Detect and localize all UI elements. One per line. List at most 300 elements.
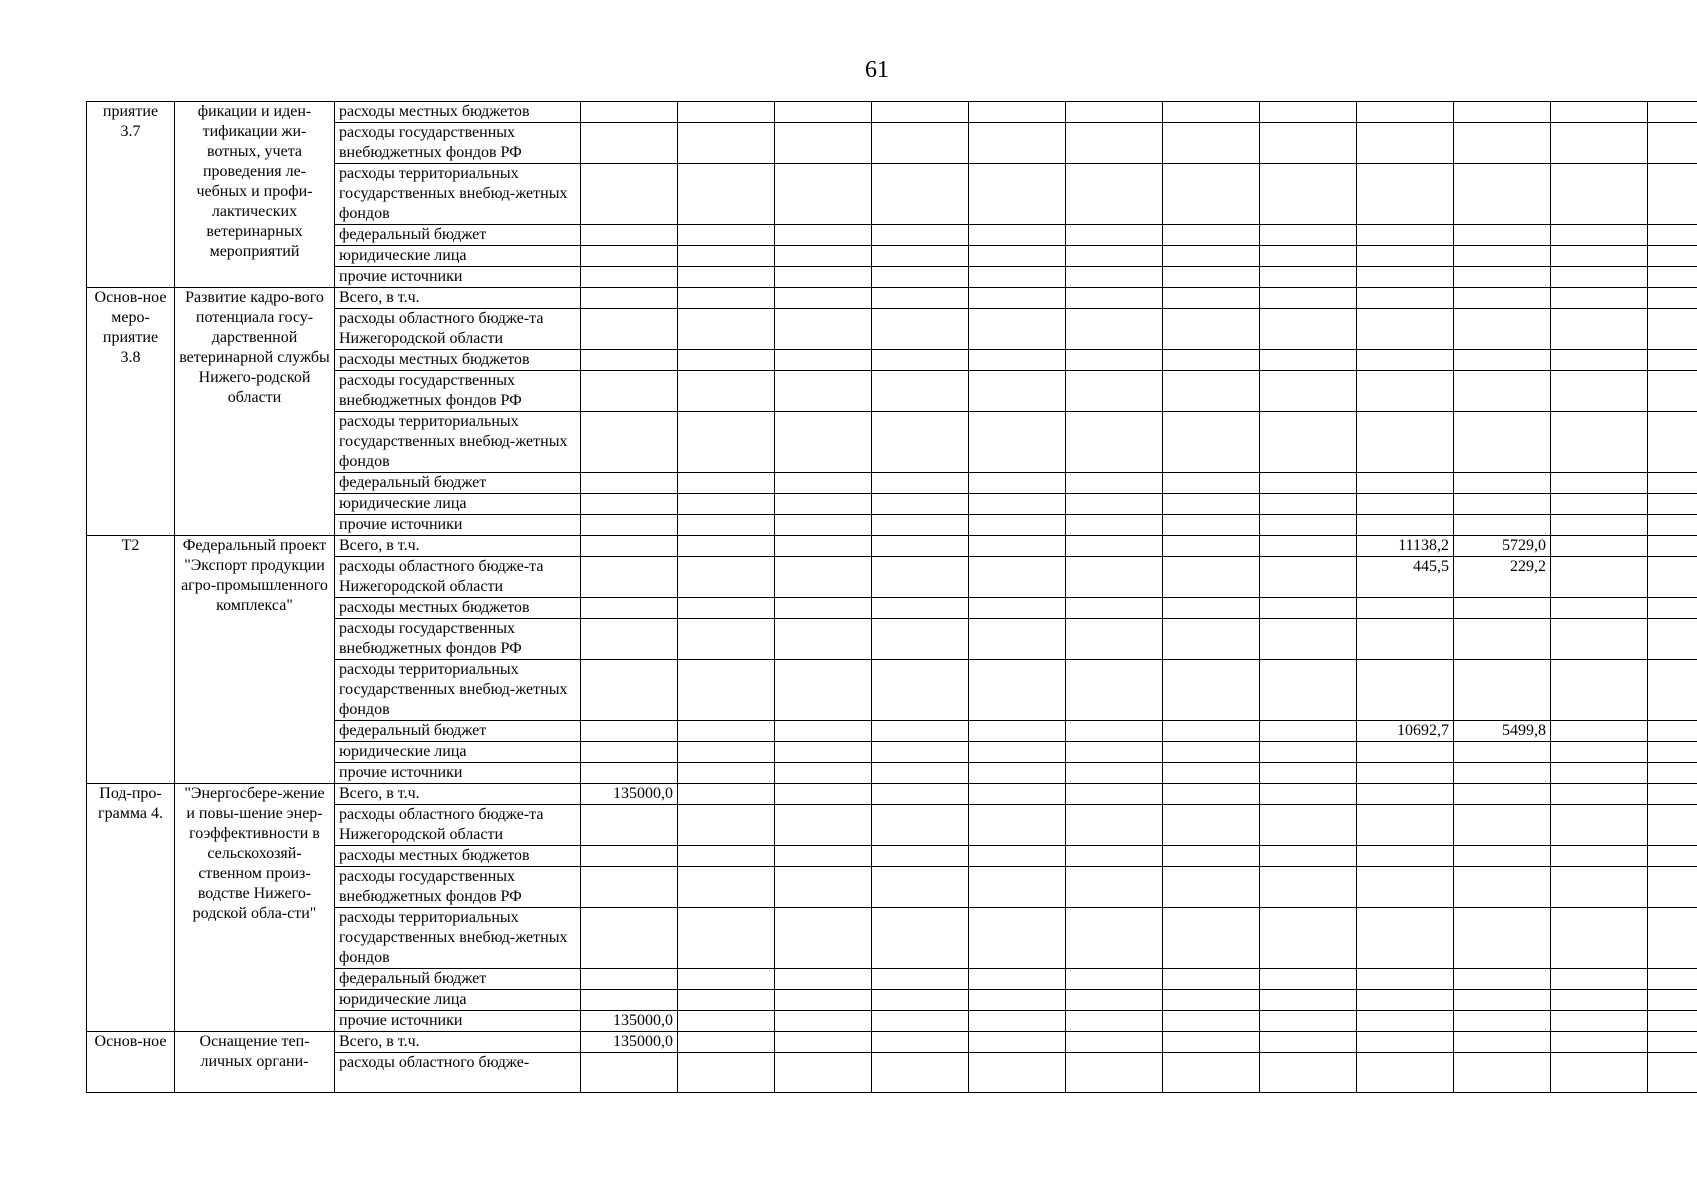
value-cell bbox=[1260, 309, 1357, 350]
value-cell bbox=[581, 473, 678, 494]
value-cell bbox=[1066, 123, 1163, 164]
value-cell bbox=[872, 742, 969, 763]
value-cell bbox=[775, 908, 872, 969]
value-cell bbox=[872, 1011, 969, 1032]
funding-source: расходы областного бюдже-та Нижегородской области bbox=[335, 309, 581, 350]
value-cell bbox=[1357, 309, 1454, 350]
table-row bbox=[87, 536, 1697, 557]
value-cell bbox=[775, 225, 872, 246]
value-cell bbox=[775, 763, 872, 784]
value-cell bbox=[1357, 267, 1454, 288]
value-cell bbox=[872, 721, 969, 742]
value-cell bbox=[872, 619, 969, 660]
value-cell bbox=[1260, 102, 1357, 123]
value-cell bbox=[1551, 557, 1648, 598]
table-row bbox=[87, 288, 1697, 309]
value-cell bbox=[678, 515, 775, 536]
program-code: Основ-ное меро-приятие 3.8 bbox=[87, 288, 175, 536]
value-cell bbox=[1163, 969, 1260, 990]
value-cell: 135000,0 bbox=[581, 1032, 678, 1053]
value-cell bbox=[969, 123, 1066, 164]
value-cell bbox=[1454, 1011, 1551, 1032]
value-cell bbox=[872, 908, 969, 969]
funding-source: федеральный бюджет bbox=[335, 721, 581, 742]
value-cell bbox=[1454, 515, 1551, 536]
value-cell bbox=[1163, 412, 1260, 473]
funding-source: расходы государственных внебюджетных фондов РФ bbox=[335, 123, 581, 164]
value-cell bbox=[678, 742, 775, 763]
value-cell bbox=[1163, 1011, 1260, 1032]
value-cell bbox=[775, 412, 872, 473]
funding-source: расходы государственных внебюджетных фондов РФ bbox=[335, 867, 581, 908]
value-cell bbox=[678, 102, 775, 123]
funding-source: расходы государственных внебюджетных фондов РФ bbox=[335, 371, 581, 412]
value-cell bbox=[1551, 763, 1648, 784]
value-cell bbox=[1357, 1032, 1454, 1053]
value-cell bbox=[1551, 619, 1648, 660]
value-cell bbox=[1163, 742, 1260, 763]
value-cell bbox=[1066, 246, 1163, 267]
funding-source: юридические лица bbox=[335, 494, 581, 515]
value-cell bbox=[581, 619, 678, 660]
value-cell bbox=[678, 164, 775, 225]
value-cell bbox=[1648, 990, 1697, 1011]
funding-source: юридические лица bbox=[335, 742, 581, 763]
program-name: Федеральный проект "Экспорт продукции агро-промышленного комплекса" bbox=[175, 536, 335, 784]
value-cell bbox=[969, 102, 1066, 123]
value-cell bbox=[1163, 1053, 1260, 1093]
value-cell bbox=[1454, 267, 1551, 288]
value-cell bbox=[1163, 763, 1260, 784]
value-cell bbox=[1454, 846, 1551, 867]
value-cell bbox=[1357, 619, 1454, 660]
program-name: фикации и иден-тификации жи-вотных, учета проведения ле-чебных и профи-лактических ветеринарных мероприятий bbox=[175, 102, 335, 288]
value-cell bbox=[775, 309, 872, 350]
value-cell bbox=[775, 619, 872, 660]
value-cell bbox=[1551, 784, 1648, 805]
value-cell bbox=[872, 557, 969, 598]
value-cell bbox=[1648, 1032, 1697, 1053]
value-cell bbox=[1260, 536, 1357, 557]
value-cell bbox=[1551, 473, 1648, 494]
value-cell bbox=[581, 102, 678, 123]
value-cell bbox=[872, 164, 969, 225]
value-cell bbox=[872, 805, 969, 846]
value-cell bbox=[1357, 164, 1454, 225]
value-cell bbox=[1648, 473, 1697, 494]
funding-source: расходы местных бюджетов bbox=[335, 102, 581, 123]
value-cell bbox=[775, 473, 872, 494]
value-cell bbox=[1454, 371, 1551, 412]
value-cell bbox=[678, 267, 775, 288]
value-cell bbox=[1648, 288, 1697, 309]
value-cell bbox=[1163, 473, 1260, 494]
value-cell bbox=[1551, 969, 1648, 990]
value-cell bbox=[1260, 721, 1357, 742]
value-cell bbox=[1163, 557, 1260, 598]
value-cell bbox=[678, 1011, 775, 1032]
value-cell bbox=[1357, 494, 1454, 515]
value-cell bbox=[1551, 164, 1648, 225]
value-cell bbox=[1648, 619, 1697, 660]
value-cell bbox=[1648, 515, 1697, 536]
value-cell bbox=[1163, 288, 1260, 309]
value-cell bbox=[1357, 473, 1454, 494]
funding-source: Всего, в т.ч. bbox=[335, 784, 581, 805]
value-cell bbox=[1260, 246, 1357, 267]
value-cell bbox=[1648, 763, 1697, 784]
value-cell bbox=[872, 123, 969, 164]
value-cell bbox=[581, 164, 678, 225]
value-cell bbox=[1551, 102, 1648, 123]
funding-source: прочие источники bbox=[335, 763, 581, 784]
value-cell bbox=[969, 557, 1066, 598]
value-cell bbox=[1066, 990, 1163, 1011]
value-cell bbox=[1454, 990, 1551, 1011]
value-cell bbox=[1648, 123, 1697, 164]
value-cell bbox=[1066, 598, 1163, 619]
value-cell bbox=[1260, 990, 1357, 1011]
funding-source: расходы территориальных государственных внебюд-жетных фондов bbox=[335, 164, 581, 225]
value-cell bbox=[872, 598, 969, 619]
value-cell bbox=[775, 164, 872, 225]
program-code: Т2 bbox=[87, 536, 175, 784]
value-cell bbox=[1551, 1011, 1648, 1032]
value-cell bbox=[1163, 536, 1260, 557]
value-cell bbox=[1454, 309, 1551, 350]
value-cell bbox=[775, 536, 872, 557]
funding-source: Всего, в т.ч. bbox=[335, 536, 581, 557]
value-cell bbox=[775, 246, 872, 267]
value-cell bbox=[678, 721, 775, 742]
value-cell bbox=[969, 473, 1066, 494]
value-cell bbox=[872, 473, 969, 494]
funding-source: расходы местных бюджетов bbox=[335, 846, 581, 867]
value-cell bbox=[969, 660, 1066, 721]
value-cell bbox=[1260, 1011, 1357, 1032]
value-cell bbox=[969, 1011, 1066, 1032]
value-cell bbox=[678, 123, 775, 164]
funding-source: расходы государственных внебюджетных фондов РФ bbox=[335, 619, 581, 660]
value-cell bbox=[969, 598, 1066, 619]
value-cell bbox=[1648, 494, 1697, 515]
value-cell bbox=[775, 557, 872, 598]
value-cell bbox=[1454, 763, 1551, 784]
value-cell bbox=[1551, 990, 1648, 1011]
value-cell bbox=[581, 805, 678, 846]
value-cell bbox=[1066, 619, 1163, 660]
value-cell bbox=[775, 598, 872, 619]
value-cell bbox=[581, 515, 678, 536]
value-cell bbox=[678, 660, 775, 721]
value-cell bbox=[581, 1053, 678, 1093]
value-cell bbox=[1066, 536, 1163, 557]
value-cell bbox=[872, 867, 969, 908]
value-cell bbox=[1066, 969, 1163, 990]
value-cell bbox=[1357, 598, 1454, 619]
value-cell bbox=[1163, 309, 1260, 350]
value-cell bbox=[1357, 969, 1454, 990]
value-cell bbox=[1454, 225, 1551, 246]
value-cell bbox=[1551, 721, 1648, 742]
value-cell bbox=[1648, 908, 1697, 969]
value-cell bbox=[872, 969, 969, 990]
value-cell bbox=[969, 494, 1066, 515]
value-cell bbox=[1066, 805, 1163, 846]
value-cell bbox=[1454, 412, 1551, 473]
value-cell bbox=[775, 371, 872, 412]
value-cell bbox=[1454, 742, 1551, 763]
value-cell bbox=[1454, 1032, 1551, 1053]
value-cell bbox=[969, 350, 1066, 371]
value-cell bbox=[775, 784, 872, 805]
value-cell bbox=[1648, 1053, 1697, 1093]
value-cell bbox=[872, 846, 969, 867]
value-cell bbox=[1648, 784, 1697, 805]
value-cell bbox=[872, 990, 969, 1011]
value-cell bbox=[872, 350, 969, 371]
value-cell bbox=[1648, 350, 1697, 371]
value-cell bbox=[775, 1011, 872, 1032]
value-cell bbox=[1163, 846, 1260, 867]
value-cell bbox=[1454, 494, 1551, 515]
value-cell bbox=[678, 598, 775, 619]
value-cell bbox=[581, 990, 678, 1011]
funding-source: расходы территориальных государственных внебюд-жетных фондов bbox=[335, 412, 581, 473]
value-cell bbox=[1260, 784, 1357, 805]
value-cell bbox=[1066, 1011, 1163, 1032]
value-cell bbox=[1260, 742, 1357, 763]
value-cell bbox=[775, 990, 872, 1011]
value-cell bbox=[969, 908, 1066, 969]
value-cell bbox=[1357, 288, 1454, 309]
value-cell bbox=[1454, 598, 1551, 619]
value-cell bbox=[678, 805, 775, 846]
value-cell bbox=[1066, 225, 1163, 246]
value-cell bbox=[581, 721, 678, 742]
funding-source: федеральный бюджет bbox=[335, 473, 581, 494]
value-cell bbox=[1066, 267, 1163, 288]
value-cell bbox=[969, 412, 1066, 473]
value-cell bbox=[1260, 350, 1357, 371]
value-cell bbox=[581, 412, 678, 473]
value-cell bbox=[1357, 784, 1454, 805]
value-cell bbox=[1260, 805, 1357, 846]
value-cell bbox=[1260, 846, 1357, 867]
value-cell bbox=[1357, 846, 1454, 867]
value-cell: 5729,0 bbox=[1454, 536, 1551, 557]
value-cell bbox=[969, 267, 1066, 288]
value-cell bbox=[775, 494, 872, 515]
value-cell bbox=[1551, 515, 1648, 536]
value-cell bbox=[969, 619, 1066, 660]
table-row bbox=[87, 1032, 1697, 1053]
value-cell bbox=[1163, 102, 1260, 123]
value-cell bbox=[1551, 805, 1648, 846]
value-cell bbox=[1648, 721, 1697, 742]
value-cell bbox=[1260, 1053, 1357, 1093]
value-cell bbox=[1260, 412, 1357, 473]
value-cell bbox=[1648, 267, 1697, 288]
value-cell bbox=[1260, 515, 1357, 536]
value-cell bbox=[775, 350, 872, 371]
value-cell bbox=[1260, 867, 1357, 908]
value-cell bbox=[678, 536, 775, 557]
program-name: Оснащение теп-личных органи- bbox=[175, 1032, 335, 1093]
value-cell bbox=[1260, 288, 1357, 309]
value-cell bbox=[1648, 969, 1697, 990]
value-cell bbox=[1551, 867, 1648, 908]
value-cell bbox=[678, 619, 775, 660]
value-cell bbox=[581, 969, 678, 990]
value-cell bbox=[1648, 1011, 1697, 1032]
value-cell bbox=[678, 990, 775, 1011]
value-cell bbox=[1551, 371, 1648, 412]
value-cell bbox=[1260, 763, 1357, 784]
value-cell bbox=[1066, 412, 1163, 473]
value-cell bbox=[1066, 164, 1163, 225]
value-cell bbox=[678, 309, 775, 350]
value-cell bbox=[1648, 660, 1697, 721]
value-cell bbox=[1066, 288, 1163, 309]
value-cell bbox=[1551, 846, 1648, 867]
value-cell bbox=[775, 846, 872, 867]
value-cell bbox=[1357, 1053, 1454, 1093]
value-cell bbox=[1648, 371, 1697, 412]
value-cell bbox=[969, 805, 1066, 846]
budget-table bbox=[86, 101, 1697, 1093]
funding-source: прочие источники bbox=[335, 267, 581, 288]
value-cell bbox=[581, 309, 678, 350]
value-cell bbox=[1551, 494, 1648, 515]
value-cell bbox=[1357, 371, 1454, 412]
funding-source: федеральный бюджет bbox=[335, 225, 581, 246]
value-cell bbox=[1066, 763, 1163, 784]
value-cell bbox=[581, 598, 678, 619]
program-code: Под-про-грамма 4. bbox=[87, 784, 175, 1032]
funding-source: юридические лица bbox=[335, 990, 581, 1011]
value-cell bbox=[1066, 371, 1163, 412]
value-cell bbox=[1066, 473, 1163, 494]
value-cell bbox=[1163, 598, 1260, 619]
value-cell bbox=[775, 742, 872, 763]
program-code: Основ-ное bbox=[87, 1032, 175, 1093]
value-cell bbox=[775, 805, 872, 846]
value-cell bbox=[1066, 721, 1163, 742]
funding-source: Всего, в т.ч. bbox=[335, 1032, 581, 1053]
funding-source: федеральный бюджет bbox=[335, 969, 581, 990]
value-cell bbox=[1163, 225, 1260, 246]
value-cell bbox=[969, 371, 1066, 412]
value-cell bbox=[678, 1053, 775, 1093]
value-cell bbox=[1648, 309, 1697, 350]
value-cell bbox=[1454, 246, 1551, 267]
value-cell bbox=[775, 721, 872, 742]
value-cell bbox=[1648, 246, 1697, 267]
value-cell: 229,2 bbox=[1454, 557, 1551, 598]
value-cell bbox=[872, 1032, 969, 1053]
value-cell bbox=[678, 371, 775, 412]
value-cell bbox=[872, 660, 969, 721]
value-cell bbox=[678, 1032, 775, 1053]
value-cell bbox=[581, 536, 678, 557]
value-cell bbox=[581, 123, 678, 164]
value-cell bbox=[1454, 619, 1551, 660]
value-cell bbox=[1260, 494, 1357, 515]
value-cell: 135000,0 bbox=[581, 784, 678, 805]
funding-source: Всего, в т.ч. bbox=[335, 288, 581, 309]
value-cell bbox=[1163, 350, 1260, 371]
value-cell bbox=[1260, 123, 1357, 164]
value-cell bbox=[1648, 225, 1697, 246]
funding-source: расходы территориальных государственных внебюд-жетных фондов bbox=[335, 908, 581, 969]
value-cell bbox=[1357, 412, 1454, 473]
value-cell bbox=[1648, 412, 1697, 473]
funding-source: расходы территориальных государственных внебюд-жетных фондов bbox=[335, 660, 581, 721]
value-cell bbox=[581, 867, 678, 908]
value-cell bbox=[1454, 908, 1551, 969]
value-cell bbox=[1260, 908, 1357, 969]
value-cell bbox=[581, 908, 678, 969]
value-cell bbox=[678, 246, 775, 267]
value-cell bbox=[678, 557, 775, 598]
value-cell: 135000,0 bbox=[581, 1011, 678, 1032]
value-cell bbox=[1357, 990, 1454, 1011]
value-cell: 10692,7 bbox=[1357, 721, 1454, 742]
value-cell bbox=[581, 846, 678, 867]
value-cell bbox=[1163, 1032, 1260, 1053]
value-cell bbox=[1648, 742, 1697, 763]
value-cell bbox=[969, 1032, 1066, 1053]
value-cell bbox=[678, 784, 775, 805]
value-cell bbox=[1066, 557, 1163, 598]
value-cell bbox=[1260, 164, 1357, 225]
value-cell bbox=[1066, 784, 1163, 805]
value-cell bbox=[775, 267, 872, 288]
value-cell bbox=[678, 867, 775, 908]
value-cell: 445,5 bbox=[1357, 557, 1454, 598]
value-cell bbox=[872, 288, 969, 309]
value-cell bbox=[775, 123, 872, 164]
value-cell bbox=[1551, 660, 1648, 721]
value-cell bbox=[1066, 309, 1163, 350]
value-cell bbox=[1454, 805, 1551, 846]
funding-source: расходы областного бюдже-та Нижегородской области bbox=[335, 805, 581, 846]
value-cell bbox=[678, 908, 775, 969]
value-cell bbox=[678, 412, 775, 473]
program-code: приятие 3.7 bbox=[87, 102, 175, 288]
value-cell bbox=[1454, 473, 1551, 494]
value-cell bbox=[581, 350, 678, 371]
value-cell bbox=[678, 225, 775, 246]
value-cell bbox=[1551, 412, 1648, 473]
funding-source: прочие источники bbox=[335, 1011, 581, 1032]
value-cell bbox=[1163, 990, 1260, 1011]
value-cell bbox=[872, 515, 969, 536]
funding-source: юридические лица bbox=[335, 246, 581, 267]
value-cell bbox=[581, 557, 678, 598]
value-cell bbox=[1551, 908, 1648, 969]
value-cell bbox=[1454, 164, 1551, 225]
value-cell bbox=[581, 763, 678, 784]
value-cell bbox=[1163, 660, 1260, 721]
value-cell bbox=[775, 867, 872, 908]
value-cell bbox=[1551, 1032, 1648, 1053]
value-cell bbox=[775, 515, 872, 536]
value-cell bbox=[969, 246, 1066, 267]
value-cell bbox=[775, 1032, 872, 1053]
value-cell bbox=[969, 742, 1066, 763]
